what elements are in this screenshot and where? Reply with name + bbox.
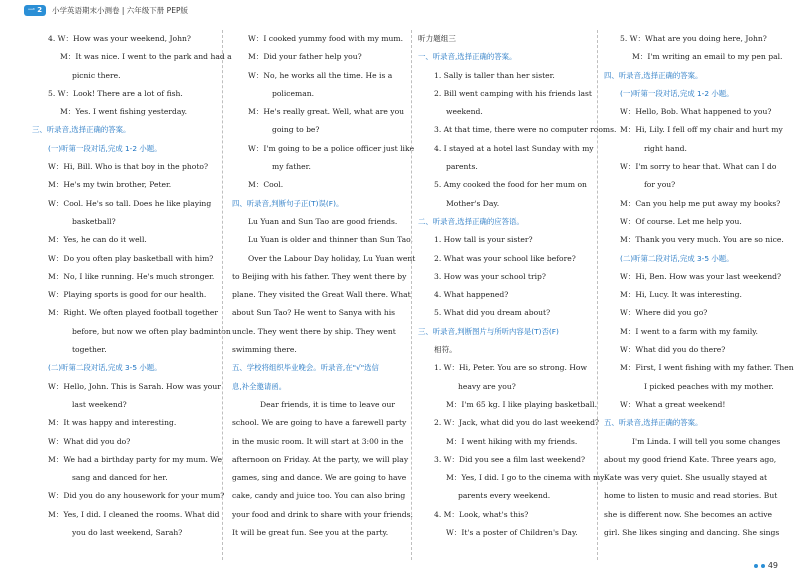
text-line: M：Did your father help you? xyxy=(248,52,362,62)
text-line: W：What did you do? xyxy=(48,436,131,446)
text-line: W：Playing sports is good for our health. xyxy=(48,290,207,300)
column-3 xyxy=(418,30,617,542)
text-line: M：Yes, I did. I go to the cinema with my xyxy=(446,473,605,483)
text-line: right hand. xyxy=(644,143,687,153)
text-line: swimming there. xyxy=(232,345,297,355)
text-line: It will be great fun. See you at the party. xyxy=(232,528,389,538)
section-heading: 四、听录音,判断句子正(T)误(F)。 xyxy=(232,198,344,208)
text-line: 5. W：Look! There are a lot of fish. xyxy=(48,88,183,98)
text-line: in the music room. It will start at 3:00 in the xyxy=(232,436,404,446)
text-line: cake, candy and juice too. You can also bring xyxy=(232,491,406,501)
text-line: W：Hello, Bob. What happened to you? xyxy=(620,107,772,117)
text-line: policeman. xyxy=(272,88,315,98)
column-4 xyxy=(604,30,794,542)
text-line: about Sun Tao? He went to Sanya with his xyxy=(232,308,396,318)
page-number xyxy=(754,561,778,570)
dot-icon xyxy=(754,564,758,568)
text-line: school. We are going to have a farewell party xyxy=(232,418,407,428)
text-line: M：Can you help me put away my books? xyxy=(620,198,781,208)
text-line: M：It was nice. I went to the park and had a xyxy=(60,52,232,62)
text-line: W：What a great weekend! xyxy=(620,399,726,409)
text-line: 1. Sally is taller than her sister. xyxy=(434,70,555,80)
text-line: 4. I stayed at a hotel last Sunday with my xyxy=(434,143,594,153)
text-line: basketball? xyxy=(72,216,116,226)
text-line: 3. At that time, there were no computer rooms. xyxy=(434,125,617,135)
section-heading: 息,补全邀请函。 xyxy=(232,381,287,391)
section-heading: (二)听第二段对话,完成 3-5 小题。 xyxy=(48,363,162,373)
column-2 xyxy=(232,30,416,542)
column-1 xyxy=(32,30,232,542)
text-line: W：Hi, Ben. How was your last weekend? xyxy=(620,271,782,281)
section-heading: 四、听录音,选择正确的答案。 xyxy=(604,70,703,80)
section-heading: 三、听录音,判断图片与所听内容是(T)否(F) xyxy=(418,326,559,336)
dot-icon xyxy=(761,564,765,568)
text-line: M：We had a birthday party for my mum. We xyxy=(48,454,222,464)
text-line: going to be? xyxy=(272,125,320,135)
text-line: W：Hello, John. This is Sarah. How was your xyxy=(48,381,221,391)
text-line: W：Hi, Bill. Who is that boy in the photo? xyxy=(48,162,209,172)
text-line: Over the Labour Day holiday, Lu Yuan went xyxy=(248,253,416,263)
section-heading: 一、听录音,选择正确的答案。 xyxy=(418,52,517,62)
text-line: before, but now we often play badminton xyxy=(72,326,231,336)
text-line: I'm Linda. I will tell you some changes xyxy=(632,436,781,446)
text-line: 5. Amy cooked the food for her mum on xyxy=(434,180,587,190)
text-line: M：Thank you very much. You are so nice. xyxy=(620,235,784,245)
text-line: together. xyxy=(72,345,107,355)
text-line: heavy are you? xyxy=(458,381,516,391)
text-line: M：I went hiking with my friends. xyxy=(446,436,578,446)
text-line: W：What did you do there? xyxy=(620,345,726,355)
series-logo: 一 2 xyxy=(24,5,46,16)
text-line: Dear friends, it is time to leave our xyxy=(260,399,395,409)
text-line: W：Where did you go? xyxy=(620,308,708,318)
text-line: she is different now. She becomes an active xyxy=(604,509,773,519)
text-line: M：No, I like running. He's much stronger. xyxy=(48,271,215,281)
text-line: M：I'm 65 kg. I like playing basketball. xyxy=(446,399,598,409)
text-line: 相符。 xyxy=(434,345,457,355)
text-line: M：It was happy and interesting. xyxy=(48,418,177,428)
text-line: 听力题组三 xyxy=(418,34,456,43)
text-line: games, sing and dance. We are going to have xyxy=(232,473,407,483)
section-heading: 三、听录音,选择正确的答案。 xyxy=(32,125,131,135)
text-line: M：Yes. I went fishing yesterday. xyxy=(60,107,188,117)
text-line: weekend. xyxy=(446,107,483,117)
text-line: girl. She likes singing and dancing. She sings xyxy=(604,528,780,538)
text-line: uncle. They went there by ship. They went xyxy=(232,326,396,336)
text-line: plane. They visited the Great Wall there. What xyxy=(232,290,411,300)
text-line: 5. What did you dream about? xyxy=(434,308,551,318)
text-line: M：Right. We often played football together xyxy=(48,308,219,318)
text-line: 3. How was your school trip? xyxy=(434,271,546,281)
section-heading: 二、听录音,选择正确的应答语。 xyxy=(418,216,524,226)
text-line: about my good friend Kate. Three years ago, xyxy=(604,454,777,464)
text-line: 4. W：How was your weekend, John? xyxy=(48,34,191,43)
text-line: home to listen to music and read stories. But xyxy=(604,491,778,501)
section-heading: (二)听第二段对话,完成 3-5 小题。 xyxy=(620,253,734,263)
text-line: parents every weekend. xyxy=(458,491,551,501)
text-line: M：Yes, I did. I cleaned the rooms. What did xyxy=(48,509,220,519)
text-line: M：Hi, Lucy. It was interesting. xyxy=(620,290,742,300)
section-heading: 五、听录音,选择正确的答案。 xyxy=(604,418,703,428)
text-line: Lu Yuan is older and thinner than Sun Tao. xyxy=(248,235,413,245)
text-line: 2. Bill went camping with his friends last xyxy=(434,88,592,98)
text-line: your food and drink to share with your friends. xyxy=(232,509,413,519)
text-line: M：Cool. xyxy=(248,180,284,190)
page-header xyxy=(24,3,188,17)
text-line: W：Did you do any housework for your mum? xyxy=(48,491,225,501)
column-divider xyxy=(411,30,412,560)
text-line: W：I cooked yummy food with my mum. xyxy=(248,34,403,43)
text-line: to Beijing with his father. They went there by xyxy=(232,271,407,281)
text-line: Lu Yuan and Sun Tao are good friends. xyxy=(248,216,398,226)
text-line: 2. W：Jack, what did you do last weekend? xyxy=(434,418,599,428)
text-line: M：I went to a farm with my family. xyxy=(620,326,758,336)
text-line: W：Of course. Let me help you. xyxy=(620,216,742,226)
section-heading: 五、学校将组织毕业晚会。听录音,在"√"选信 xyxy=(232,363,379,373)
text-line: my father. xyxy=(272,162,311,172)
text-line: 2. What was your school like before? xyxy=(434,253,576,263)
text-line: W：No, he works all the time. He is a xyxy=(248,70,393,80)
book-title: 小学英语期末小测卷 | 六年级下册 PEP版 xyxy=(52,5,188,15)
page-number-text: 49 xyxy=(767,561,778,570)
text-line: I picked peaches with my mother. xyxy=(644,381,774,391)
text-line: last weekend? xyxy=(72,399,127,409)
text-line: Mother's Day. xyxy=(446,198,500,208)
text-line: W：Cool. He's so tall. Does he like playing xyxy=(48,198,212,208)
text-line: afternoon on Friday. At the party, we will play xyxy=(232,454,409,464)
column-divider xyxy=(597,30,598,560)
text-line: M：First, I went fishing with my father. Then xyxy=(620,363,794,373)
text-line: W：I'm going to be a police officer just like xyxy=(248,143,415,153)
section-heading: (一)听第一段对话,完成 1-2 小题。 xyxy=(48,143,162,153)
text-line: 1. How tall is your sister? xyxy=(434,235,533,245)
text-line: M：He's my twin brother, Peter. xyxy=(48,180,172,190)
text-line: sang and danced for her. xyxy=(72,473,168,483)
text-line: 4. What happened? xyxy=(434,290,509,300)
text-line: 4. M：Look, what's this? xyxy=(434,509,529,519)
text-line: for you? xyxy=(644,180,676,190)
text-line: picnic there. xyxy=(72,70,121,80)
text-line: 3. W：Did you see a film last weekend? xyxy=(434,454,586,464)
section-heading: (一)听第一段对话,完成 1-2 小题。 xyxy=(620,88,734,98)
text-line: you do last weekend, Sarah? xyxy=(72,528,183,538)
text-line: W：Do you often play basketball with him? xyxy=(48,253,214,263)
column-divider xyxy=(222,30,223,560)
text-line: 1. W：Hi, Peter. You are so strong. How xyxy=(434,363,587,373)
text-line: W：I'm sorry to hear that. What can I do xyxy=(620,162,777,172)
text-line: M：Hi, Lily. I fell off my chair and hurt my xyxy=(620,125,783,135)
text-line: W：It's a poster of Children's Day. xyxy=(446,528,578,538)
text-line: parents. xyxy=(446,162,478,172)
text-line: M：Yes, he can do it well. xyxy=(48,235,147,245)
text-line: Kate was very quiet. She usually stayed at xyxy=(604,473,768,483)
text-line: M：I'm writing an email to my pen pal. xyxy=(632,52,783,62)
text-line: 5. W：What are you doing here, John? xyxy=(620,34,767,43)
text-line: M：He's really great. Well, what are you xyxy=(248,107,405,117)
